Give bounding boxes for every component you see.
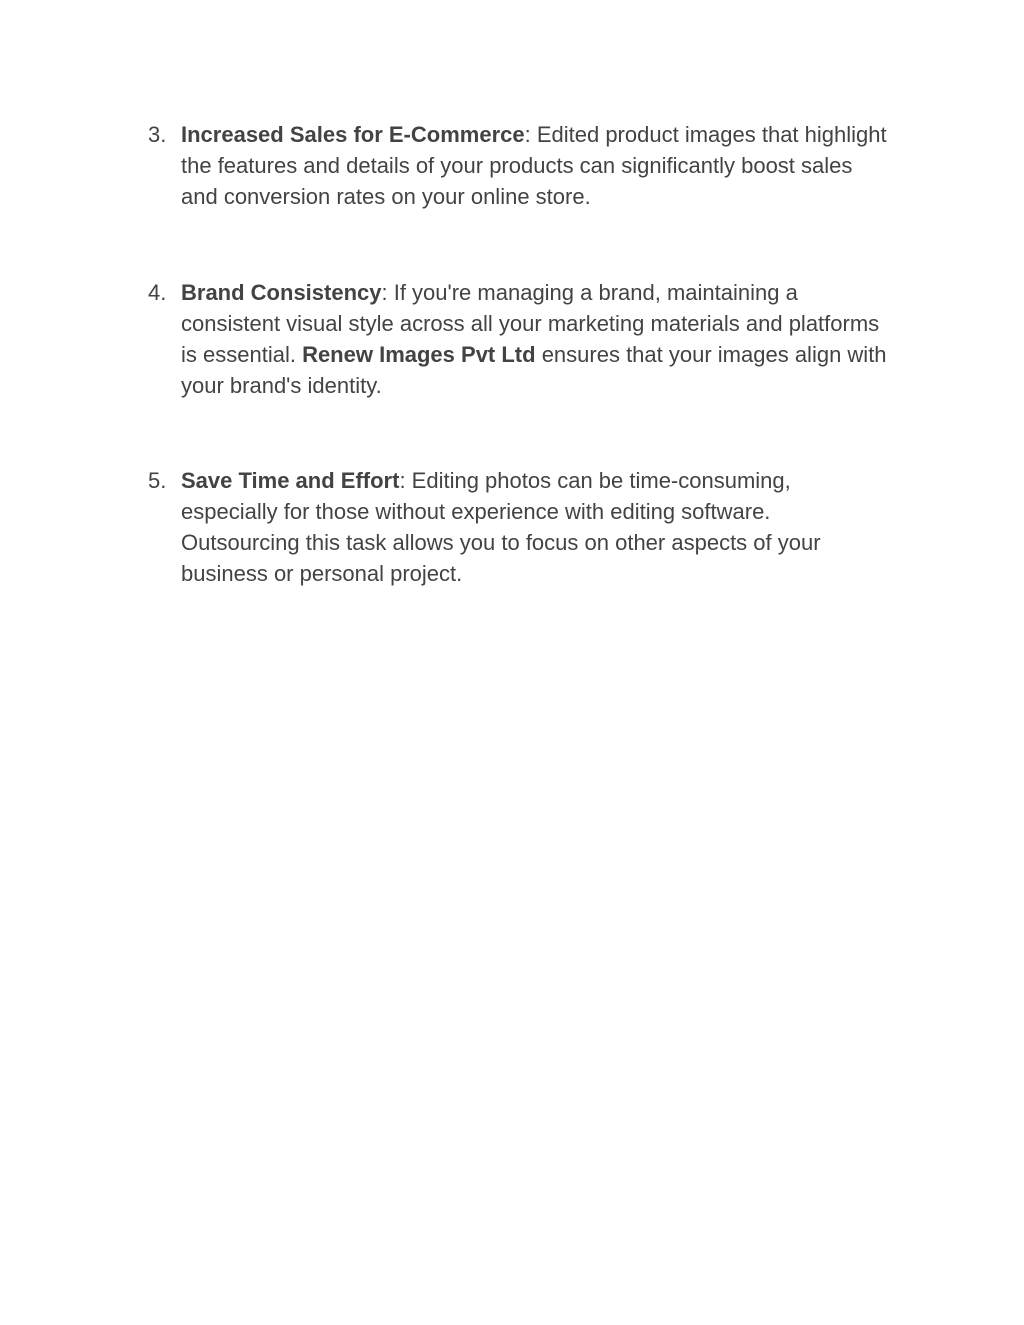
item-body: : If you're managing a brand, maintaining a consistent visual style across all your marketing materials and platforms is essential.	[181, 280, 880, 367]
item-body-continued: ensures that your images align with your brand's identity.	[181, 342, 887, 398]
list-item-text	[181, 277, 888, 401]
list-number: 4.	[148, 280, 167, 305]
item-title: Brand Consistency	[181, 280, 382, 305]
list-item-save-time	[148, 465, 888, 589]
list-number: 3.	[148, 122, 167, 147]
company-name: Renew Images Pvt Ltd	[302, 342, 536, 367]
list-item-text	[181, 119, 888, 212]
list-item-brand-consistency	[148, 277, 888, 401]
item-title: Increased Sales for E-Commerce	[181, 122, 525, 147]
list-item-increased-sales	[148, 119, 888, 212]
item-body: : Edited product images that highlight the features and details of your products can significantly boost sales and conversion rates on your online store.	[181, 122, 887, 209]
item-body: : Editing photos can be time-consuming, especially for those without experience with editing software. Outsourcing this task allows you to focus on other aspects of your business or personal project.	[181, 468, 821, 586]
list-item-text	[181, 465, 888, 589]
list-number: 5.	[148, 468, 167, 493]
item-title: Save Time and Effort	[181, 468, 400, 493]
